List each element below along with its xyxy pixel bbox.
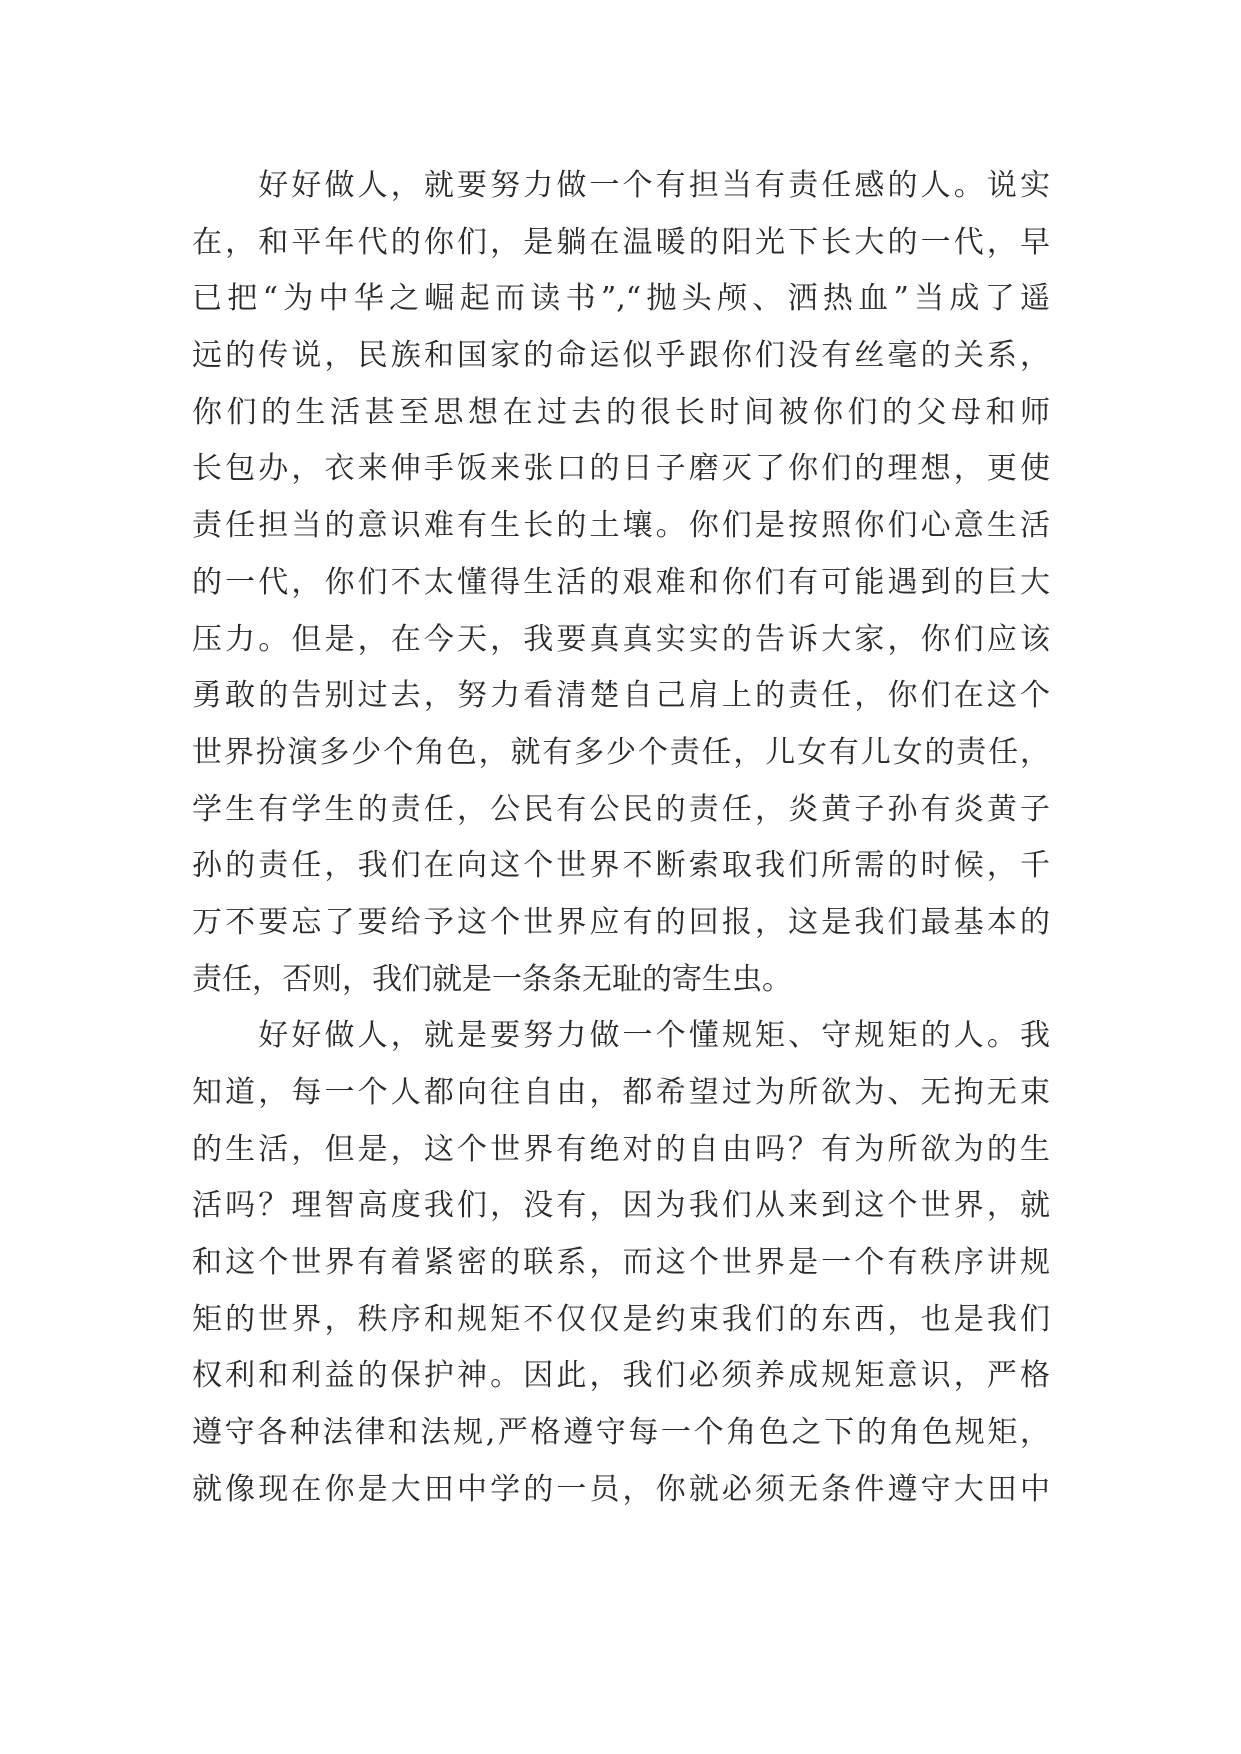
text-line: 压力。但是，在今天，我要真真实实的告诉大家，你们应该 xyxy=(192,621,1050,657)
text-line: 在，和平年代的你们，是躺在温暖的阳光下长大的一代，早 xyxy=(192,224,1050,260)
text-line: 责任担当的意识难有生长的土壤。你们是按照你们心意生活 xyxy=(192,508,1050,544)
text-line: 就像现在你是大田中学的一员，你就必须无条件遵守大田中 xyxy=(192,1471,1050,1507)
text-line: 知道，每一个人都向往自由，都希望过为所欲为、无拘无束 xyxy=(192,1075,1050,1110)
text-line: 的生活，但是，这个世界有绝对的自由吗？有为所欲为的生 xyxy=(192,1131,1050,1167)
text-line: 已把“为中华之崛起而读书”,“抛头颅、洒热血”当成了遥 xyxy=(192,281,1050,317)
paragraph-rules xyxy=(192,1008,1050,1518)
text-line: 长包办，衣来伸手饭来张口的日子磨灭了你们的理想，更使 xyxy=(192,451,1050,487)
text-line: 世界扮演多少个角色，就有多少个责任，儿女有儿女的责任， xyxy=(192,734,1050,770)
text-line: 好好做人，就要努力做一个有担当有责任感的人。说实 xyxy=(192,168,1050,203)
text-line: 孙的责任，我们在向这个世界不断索取我们所需的时候，千 xyxy=(192,848,1050,884)
text-line: 责任，否则，我们就是一条条无耻的寄生虫。 xyxy=(192,961,792,997)
text-line: 的一代，你们不太懂得生活的艰难和你们有可能遇到的巨大 xyxy=(192,564,1050,600)
text-line: 好好做人，就是要努力做一个懂规矩、守规矩的人。我 xyxy=(192,1018,1050,1054)
text-line: 远的传说，民族和国家的命运似乎跟你们没有丝毫的关系， xyxy=(192,338,1050,374)
text-line: 你们的生活甚至思想在过去的很长时间被你们的父母和师 xyxy=(192,394,1050,430)
text-line: 和这个世界有着紧密的联系，而这个世界是一个有秩序讲规 xyxy=(192,1245,1050,1281)
text-line: 勇敢的告别过去，努力看清楚自己肩上的责任，你们在这个 xyxy=(192,678,1050,714)
text-line: 活吗？理智高度我们，没有，因为我们从来到这个世界，就 xyxy=(192,1188,1050,1224)
text-line: 矩的世界，秩序和规矩不仅仅是约束我们的东西，也是我们 xyxy=(192,1301,1050,1337)
text-line: 遵守各种法律和法规,严格遵守每一个角色之下的角色规矩， xyxy=(192,1415,1050,1451)
paragraph-responsibility xyxy=(192,158,1050,1008)
text-line: 权利和利益的保护神。因此，我们必须养成规矩意识，严格 xyxy=(192,1358,1050,1394)
document-body xyxy=(192,158,1050,1519)
text-line: 万不要忘了要给予这个世界应有的回报，这是我们最基本的 xyxy=(192,904,1050,940)
text-line: 学生有学生的责任，公民有公民的责任，炎黄子孙有炎黄子 xyxy=(192,791,1050,827)
